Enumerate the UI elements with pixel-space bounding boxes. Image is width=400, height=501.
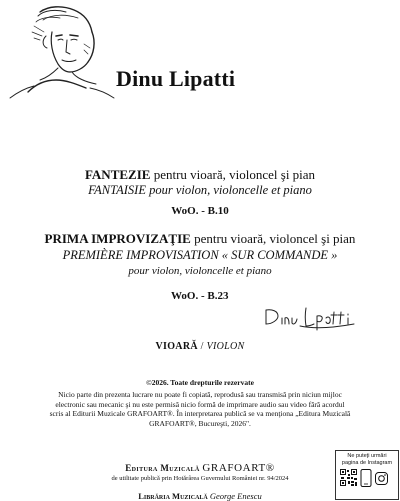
instagram-caption-line1: Ne puteţi urmări (347, 453, 387, 459)
work2-subtitle-fr: pour violon, violoncelle et piano (128, 265, 272, 277)
composer-signature (262, 302, 357, 332)
work2-title-fr: PREMIÈRE IMPROVISATION « SUR COMMANDE » (62, 248, 338, 262)
work2-title-ro (0, 231, 400, 247)
work1-title-ro-main: FANTEZIE (84, 167, 151, 182)
instagram-icon[interactable] (375, 472, 388, 485)
publisher-note: de utilitate publică prin Hotărârea Guvernului României nr. 94/2024 (111, 475, 289, 482)
work2-title-ro-main: PRIMA IMPROVIZAŢIE (44, 231, 191, 246)
instrument-separator: / (197, 341, 207, 352)
work2-catalog: WoO. - B.23 (171, 290, 229, 302)
composer-portrait-sketch (0, 2, 118, 100)
work1-title-fr: FANTAISIE pour violon, violoncelle et piano (88, 183, 312, 197)
instagram-icons (340, 469, 388, 487)
copyright-heading: ©2026. Toate drepturile rezervate (146, 378, 254, 387)
publisher-brand: GRAFOART® (202, 462, 275, 474)
composer-name: Dinu Lipatti (116, 66, 236, 91)
work1-subtitle-ro: pentru vioară, violoncel şi pian (150, 167, 316, 182)
instagram-box[interactable] (335, 450, 399, 500)
copyright-notice: Nicio parte din prezenta lucrare nu poate fi copiată, reprodusă sau transmisă prin niciun mijloc electronic sau mecanic şi nu este permisă nicio formă de imprimare audio sau video fără acordul scris al Editurii Muzicale GRAFOART®. În interpretarea publică se va menţiona „Editura Muzicală GRAFOART®, Bucureşti, 2026". (49, 390, 351, 428)
work1-title-ro (0, 167, 400, 183)
instrument-label (0, 341, 400, 352)
instagram-caption (336, 453, 398, 466)
work1-catalog: WoO. - B.10 (171, 205, 229, 217)
work2-subtitle-ro: pentru vioară, violoncel şi pian (190, 231, 356, 246)
phone-icon (360, 469, 372, 487)
instagram-caption-line2: pagina de Instagram (341, 459, 393, 466)
library-person: George Enescu (209, 491, 262, 501)
instrument-fr: VIOLON (206, 341, 245, 352)
instrument-ro: VIOARĂ (155, 341, 198, 352)
library-name: Librăria Muzicală (138, 491, 208, 501)
qr-code-icon[interactable] (340, 469, 357, 486)
publisher-name: Editura Muzicală (125, 463, 200, 473)
